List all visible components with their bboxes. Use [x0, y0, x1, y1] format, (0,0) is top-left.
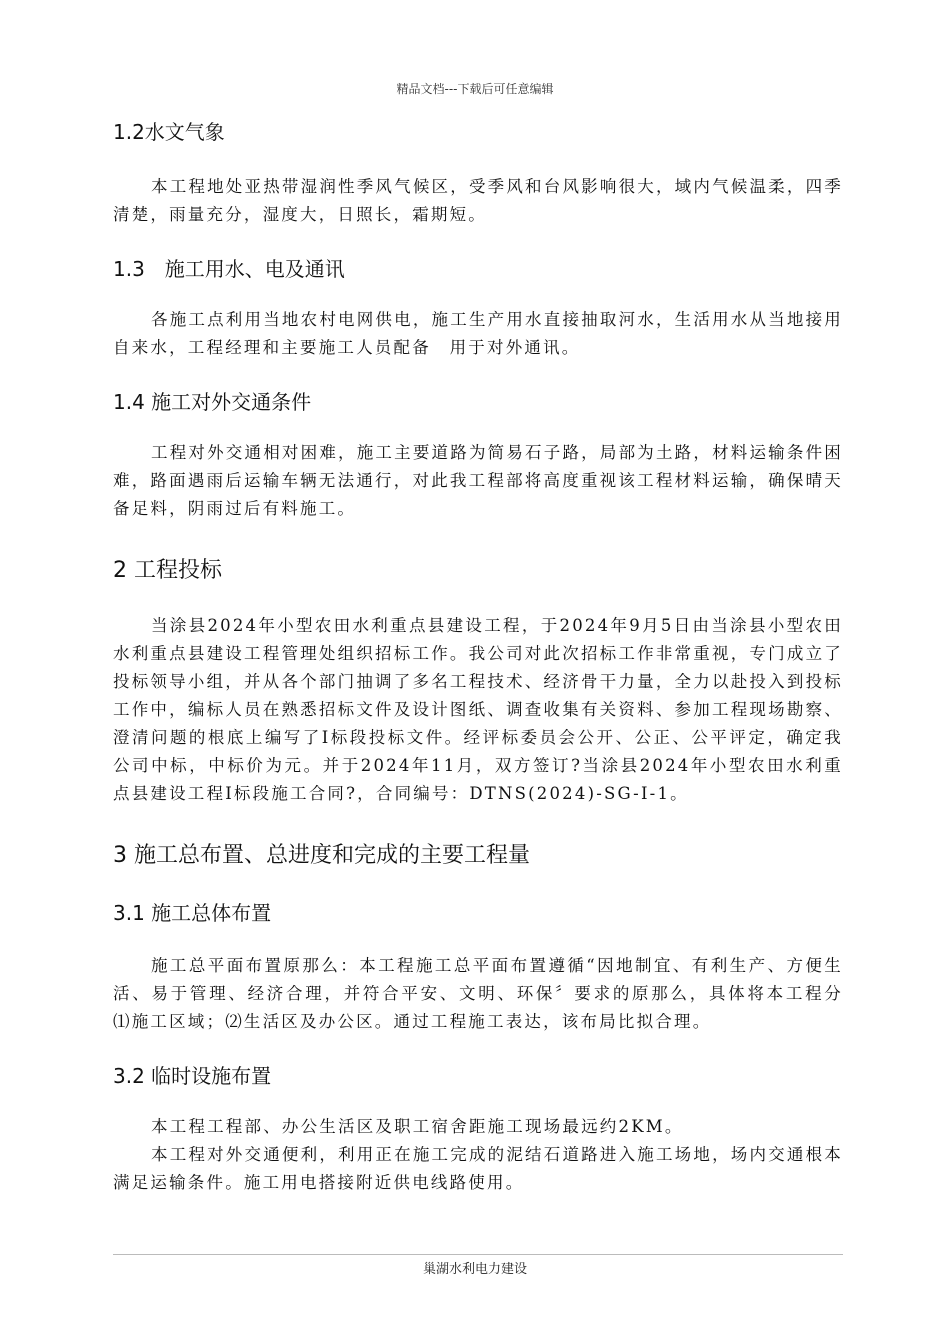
- paragraph-3-2-a: 本工程工程部、办公生活区及职工宿舍距施工现场最远约2KM。: [151, 1117, 684, 1136]
- heading-1-2: 1.2水文气象: [113, 120, 225, 144]
- paragraph-1-2: 本工程地处亚热带湿润性季风气候区，受季风和台风影响很大，域内气候温柔，四季清楚，雨量充分，湿度大，日照长，霜期短。: [113, 177, 843, 224]
- heading-3: 3 施工总布置、总进度和完成的主要工程量: [113, 843, 530, 868]
- page-header: 精品文档---下载后可任意编辑: [396, 82, 554, 96]
- paragraph-1-3: 各施工点利用当地农村电网供电，施工生产用水直接抽取河水，生活用水从当地接用自来水，工程经理和主要施工人员配备 用于对外通讯。: [113, 310, 843, 357]
- heading-1-3: 1.3 施工用水、电及通讯: [113, 257, 345, 281]
- heading-1-4: 1.4 施工对外交通条件: [113, 390, 312, 414]
- paragraph-3-1: 施工总平面布置原那么：本工程施工总平面布置遵循“因地制宜、有利生产、方便生活、易于管理、经济合理，并符合平安、文明、环保〞要求的原那么，具体将本工程分 ⑴施工区域；⑵生活区及办公区。通过工程施工表达，该布局比拟合理。: [113, 956, 843, 1031]
- page-footer: 巢湖水利电力建设: [422, 1262, 527, 1277]
- paragraph-3-2-b: 本工程对外交通便利，利用正在施工完成的泥结石道路进入施工场地，场内交通根本满足运输条件。施工用电搭接附近供电线路使用。: [113, 1145, 843, 1192]
- heading-2: 2 工程投标: [113, 558, 222, 583]
- heading-3-1: 3.1 施工总体布置: [113, 901, 272, 925]
- heading-3-2: 3.2 临时设施布置: [113, 1064, 272, 1088]
- paragraph-1-4: 工程对外交通相对困难，施工主要道路为简易石子路，局部为土路，材料运输条件困难，路面遇雨后运输车辆无法通行，对此我工程部将高度重视该工程材料运输，确保晴天备足料，阴雨过后有料施工。: [113, 443, 843, 518]
- paragraph-2: 当涂县2024年小型农田水利重点县建设工程，于2024年9月5日由当涂县小型农田水利重点县建设工程管理处组织招标工作。我公司对此次招标工作非常重视，专门成立了投标领导小组，并从各个部门抽调了多名工程技术、经济骨干力量，全力以赴投入到投标工作中，编标人员在熟悉招标文件及设计图纸、调查收集有关资料、参加工程现场勘察、澄清问题的根底上编写了Ⅰ标段投标文件。经评标委员会公开、公正、公平评定，确定我公司中标，中标价为元。并于2024年11月，双方签订?当涂县2024年小型农田水利重点县建设工程Ⅰ标段施工合同?，合同编号：DTNS(2024)-SG-Ⅰ-1。: [113, 616, 843, 803]
- document-body: [113, 116, 843, 1197]
- footer-divider: [113, 1254, 843, 1255]
